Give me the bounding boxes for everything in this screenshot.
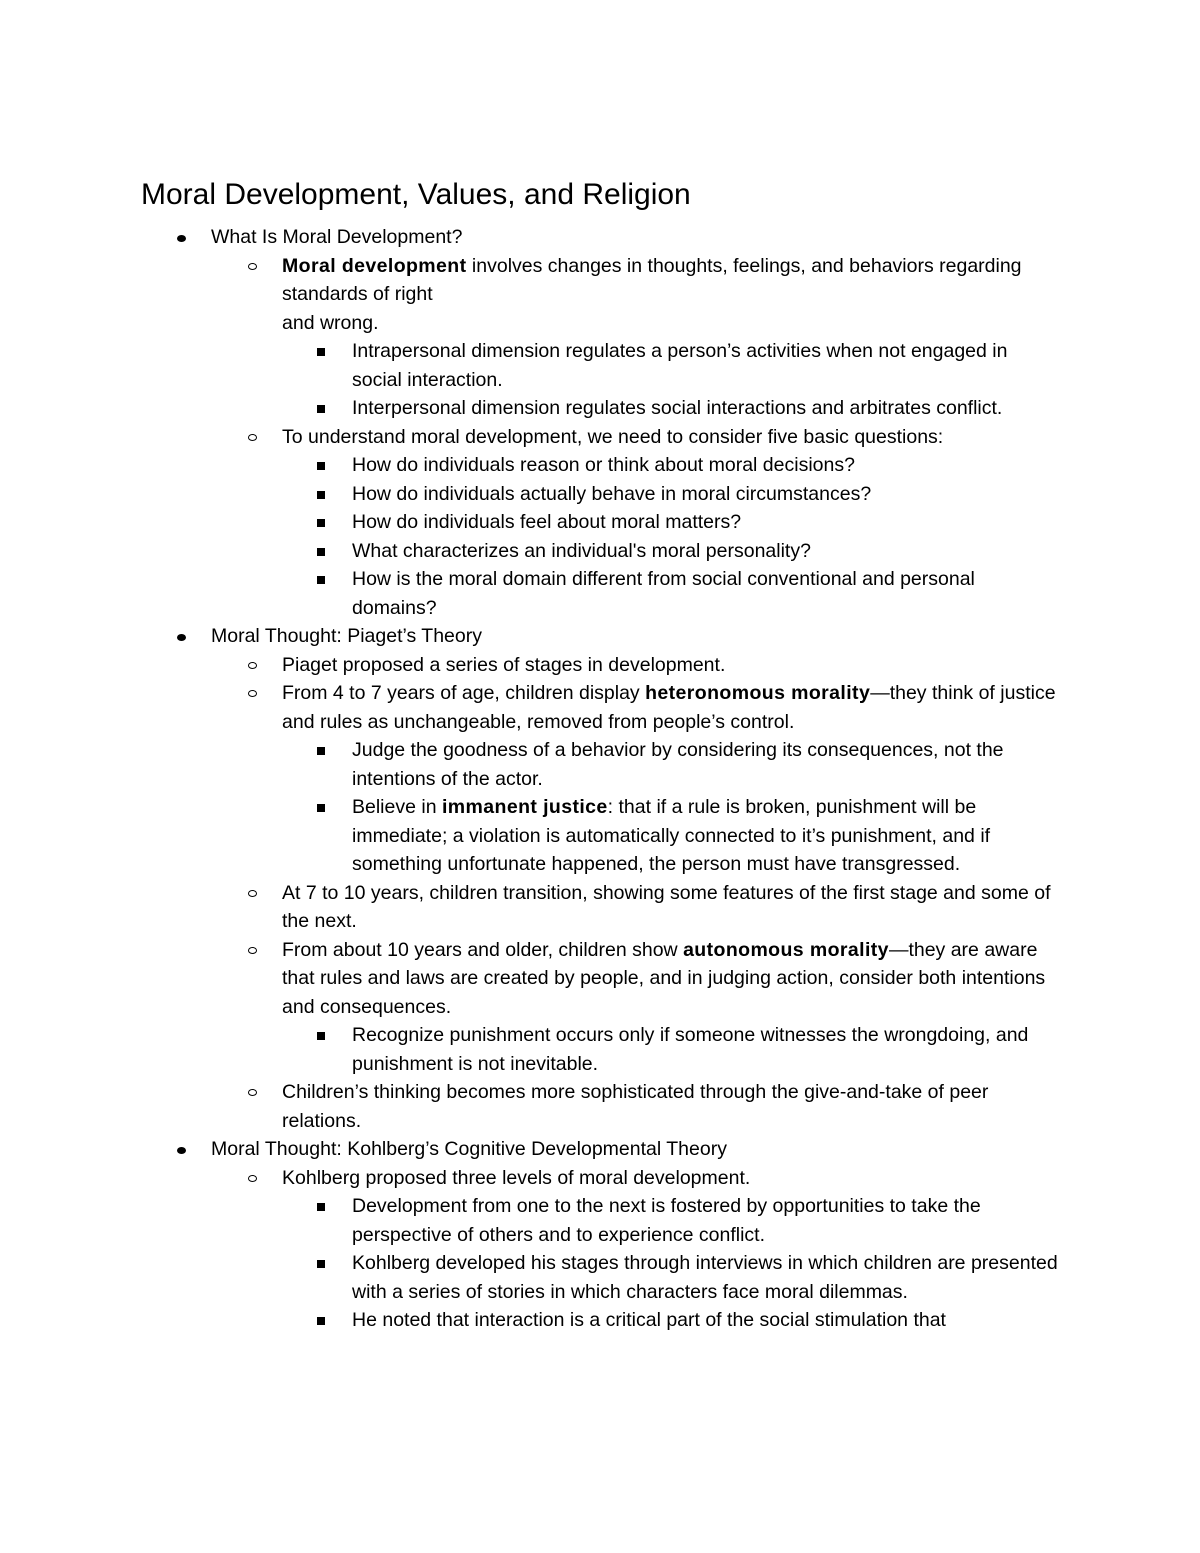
list-item: He noted that interaction is a critical part of the social stimulation that — [0, 1306, 1062, 1335]
square-bullet-icon — [317, 491, 325, 499]
square-bullet-icon — [317, 804, 325, 812]
list-item: Believe in immanent justice: that if a rule is broken, punishment will be immediate; a violation is automatically connected to it’s punishment, and if something unfortunate happened, the person must have transgressed. — [0, 793, 1062, 879]
list-item: Intrapersonal dimension regulates a person’s activities when not engaged in social interaction. — [0, 337, 1062, 394]
hollow-bullet-icon — [248, 1089, 257, 1096]
hollow-bullet-icon — [248, 947, 257, 954]
list-item: What characterizes an individual's moral personality? — [0, 537, 1062, 566]
document-title: Moral Development, Values, and Religion — [141, 178, 691, 211]
list-item: Recognize punishment occurs only if someone witnesses the wrongdoing, and punishment is not inevitable. — [0, 1021, 1062, 1078]
square-bullet-icon — [317, 1203, 325, 1211]
filled-bullet-icon — [177, 634, 186, 641]
list-item: Development from one to the next is fostered by opportunities to take the perspective of others and to experience conflict. — [0, 1192, 1062, 1249]
hollow-bullet-icon — [248, 662, 257, 669]
hollow-bullet-icon — [248, 1175, 257, 1182]
list-item: Piaget proposed a series of stages in development. — [0, 651, 1062, 680]
list-item: At 7 to 10 years, children transition, showing some features of the first stage and some of the next. — [0, 879, 1062, 936]
list-item: How do individuals reason or think about moral decisions? — [0, 451, 1062, 480]
square-bullet-icon — [317, 462, 325, 470]
square-bullet-icon — [317, 747, 325, 755]
list-item: Children’s thinking becomes more sophisticated through the give-and-take of peer relations. — [0, 1078, 1062, 1135]
section-heading: Moral Thought: Piaget’s Theory — [0, 622, 1060, 651]
key-term: autonomous morality — [683, 938, 889, 961]
list-item: To understand moral development, we need to consider five basic questions: — [0, 423, 1062, 452]
key-term: immanent justice — [441, 796, 608, 818]
list-item: Moral development involves changes in thoughts, feelings, and behaviors regarding standards of right and wrong. — [0, 252, 1062, 338]
square-bullet-icon — [317, 519, 325, 527]
square-bullet-icon — [317, 1317, 325, 1325]
square-bullet-icon — [317, 1260, 325, 1268]
list-item: From about 10 years and older, children show autonomous morality—they are aware that rules and laws are created by people, and in judging action, consider both intentions and consequences. — [0, 936, 1062, 1022]
list-item: Kohlberg developed his stages through interviews in which children are presented with a series of stories in which characters face moral dilemmas. — [0, 1249, 1062, 1306]
square-bullet-icon — [317, 576, 325, 584]
filled-bullet-icon — [177, 1147, 186, 1154]
filled-bullet-icon — [177, 235, 186, 242]
list-item: How do individuals feel about moral matters? — [0, 508, 1062, 537]
hollow-bullet-icon — [248, 890, 257, 897]
hollow-bullet-icon — [248, 263, 257, 270]
section-heading: What Is Moral Development? — [0, 223, 1060, 252]
square-bullet-icon — [317, 348, 325, 356]
square-bullet-icon — [317, 1032, 325, 1040]
section-heading: Moral Thought: Kohlberg’s Cognitive Developmental Theory — [0, 1135, 1060, 1164]
list-item: From 4 to 7 years of age, children display heteronomous morality—they think of justice and rules as unchangeable, removed from people’s control. — [0, 679, 1062, 736]
list-item: How is the moral domain different from social conventional and personal domains? — [0, 565, 1062, 622]
outline-list — [0, 223, 1200, 1335]
key-term: heteronomous morality — [645, 682, 871, 704]
list-item: Kohlberg proposed three levels of moral development. — [0, 1164, 1062, 1193]
list-item: Judge the goodness of a behavior by considering its consequences, not the intentions of the actor. — [0, 736, 1062, 793]
list-item: How do individuals actually behave in moral circumstances? — [0, 480, 1062, 509]
key-term: Moral development — [282, 254, 467, 277]
hollow-bullet-icon — [248, 434, 257, 441]
square-bullet-icon — [317, 405, 325, 413]
square-bullet-icon — [317, 548, 325, 556]
hollow-bullet-icon — [248, 690, 257, 697]
list-item: Interpersonal dimension regulates social interactions and arbitrates conflict. — [0, 394, 1062, 423]
